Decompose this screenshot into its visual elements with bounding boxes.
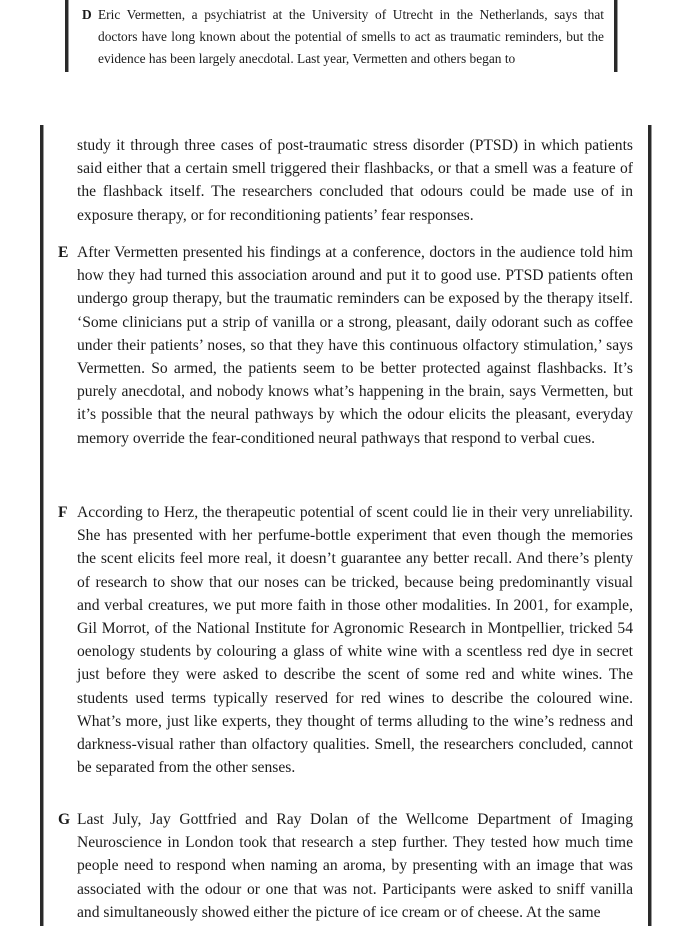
paragraph-d xyxy=(82,4,604,69)
paragraph-letter-e: E xyxy=(58,244,69,261)
top-block-right-border xyxy=(614,0,617,72)
paragraph-d-continued xyxy=(77,134,633,227)
paragraph-g-text: Last July, Jay Gottfried and Ray Dolan of the Wellcome Department of Imaging Neuroscience in London took that research a step further. They tested how much time people need to respond when naming an aroma, by presenting with an image that was associated with the odour or one that was not. Participants were asked to sniff vanilla and simultaneously showed either the picture of ice cream or of cheese. At the same xyxy=(77,811,633,921)
paragraph-g xyxy=(58,808,633,924)
paragraph-e xyxy=(58,241,633,450)
paragraph-letter-d: D xyxy=(82,7,92,22)
page-fragment-top xyxy=(68,0,614,72)
paragraph-letter-f: F xyxy=(58,504,68,521)
paragraph-f xyxy=(58,501,633,779)
main-block-right-border xyxy=(648,125,651,926)
paragraph-d-continued-text: study it through three cases of post-traumatic stress disorder (PTSD) in which patients said either that a certain smell triggered their flashbacks, or that a smell was a feature of the flashback itself. The researchers concluded that odours could be made use of in exposure therapy, or for reconditioning patients’ fear responses. xyxy=(77,137,633,224)
page-main xyxy=(43,124,648,926)
paragraph-e-text: After Vermetten presented his findings at a conference, doctors in the audience told him how they had turned this association around and put it to good use. PTSD patients often undergo group therapy, but the traumatic reminders can be exposed by the therapy itself. ‘Some clinicians put a strip of vanilla or a strong, pleasant, daily odorant such as coffee under their patients’ noses, so that they have this continuous olfactory stimulation,’ says Vermetten. So armed, the patients seem to be better protected against flashbacks. It’s purely anecdotal, and nobody knows what’s happening in the brain, says Vermetten, but it’s possible that the neural pathways by which the odour elicits the pleasant, everyday memory override the fear-conditioned neural pathways that respond to verbal cues. xyxy=(77,244,633,447)
paragraph-letter-g: G xyxy=(58,811,71,828)
paragraph-d-text: Eric Vermetten, a psychiatrist at the University of Utrecht in the Netherlands, says that doctors have long known about the potential of smells to act as traumatic reminders, but the evidence has been largely anecdotal. Last year, Vermetten and others began to xyxy=(98,7,604,66)
paragraph-f-text: According to Herz, the therapeutic potential of scent could lie in their very unreliability. She has presented with her perfume-bottle experiment that even though the memories the scent elicits feel more real, it doesn’t guarantee any better recall. And there’s plenty of research to show that our noses can be tricked, because being predominantly visual and verbal creatures, we put more faith in those other modalities. In 2001, for example, Gil Morrot, of the National Institute for Agronomic Research in Montpellier, tricked 54 oenology students by colouring a glass of white wine with a scentless red dye in secret just before they were asked to describe the scent of some red and white wines. The students used terms typically reserved for red wines to describe the coloured wine. What’s more, just like experts, they thought of terms alluding to the wine’s redness and darkness-visual rather than olfactory qualities. Smell, the researchers concluded, cannot be separated from the other senses. xyxy=(77,504,633,777)
